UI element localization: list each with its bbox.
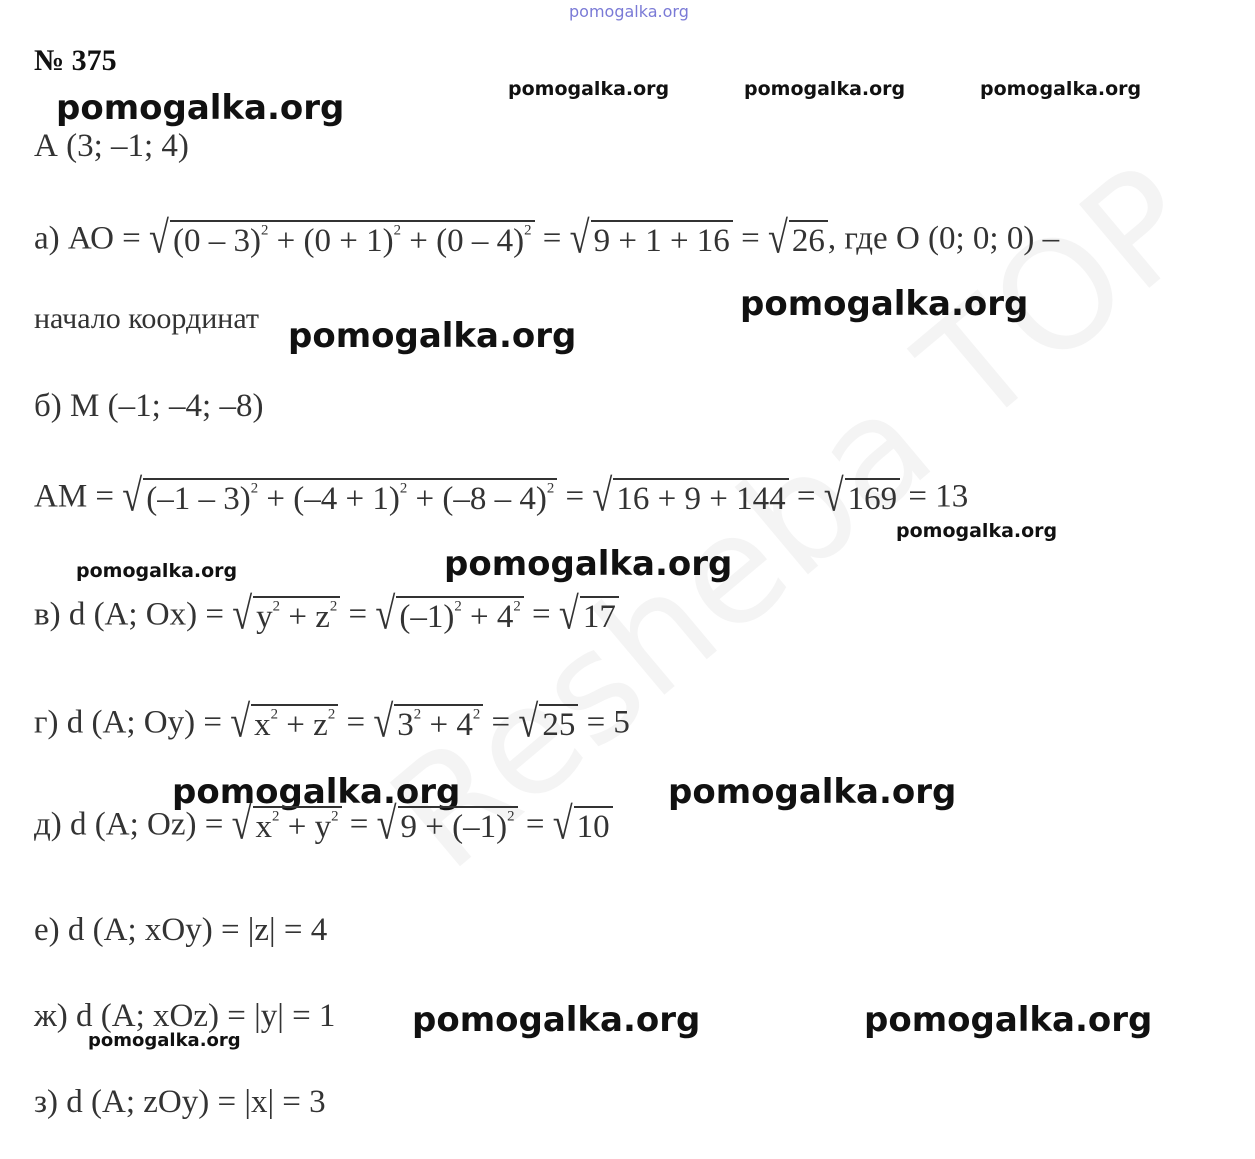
formula-am: АМ = √ $(-1 - 3)^2 + (-4 + 1)^2 + (-8 - 4)^2$ = √ 16 + 9 + 144 = √ 169 = 13: [34, 470, 969, 521]
point-m: б) М (–1; –4; –8): [34, 388, 264, 424]
watermark: pomogalka.org: [508, 78, 670, 100]
formula-e: д) d (А; Оz) = √ $x^2 + y^2$ = √ $9 + (-1)^2$ = √ 10: [34, 806, 613, 848]
formula-h: з) d (А; zОy) = |x| = 3: [34, 1084, 326, 1120]
formula-d: г) d (А; Оy) = √ $x^2 + z^2$ = √ $3^2 + 4^2$ = √ 25 = 5: [34, 696, 630, 747]
watermark: pomogalka.org: [412, 1000, 701, 1040]
problem-number: № 375: [34, 44, 117, 77]
formula-c: в) d (А; Оx) = √ $y^2 + z^2$ = √ $(-1)^2 + 4^2$ = √ 17: [34, 596, 619, 638]
watermark: pomogalka.org: [88, 1030, 241, 1051]
watermark: pomogalka.org: [740, 284, 1029, 324]
watermark: pomogalka.org: [668, 772, 957, 812]
watermark: pomogalka.org: [896, 520, 1058, 542]
watermark: pomogalka.org: [288, 316, 577, 356]
formula-g: ж) d (А; xОz) = |y| = 1: [34, 998, 336, 1034]
watermark: pomogalka.org: [76, 560, 238, 582]
watermark: pomogalka.org: [980, 78, 1142, 100]
formula-f: е) d (А; xОy) = |z| = 4: [34, 912, 328, 948]
point-a: А (3; –1; 4): [34, 128, 189, 164]
watermark: pomogalka.org: [864, 1000, 1153, 1040]
top-watermark: pomogalka.org: [569, 2, 689, 21]
watermark: pomogalka.org: [444, 544, 733, 584]
formula-a: а) АО = √ $(0 - 3)^2 + (0 + 1)^2 + (0 - 4)^2$ = √ 9 + 1 + 16 = √ 26 , где О (0; 0; 0) –: [34, 212, 1060, 263]
origin-note: начало координат: [34, 302, 259, 335]
watermark: pomogalka.org: [56, 88, 345, 128]
watermark: pomogalka.org: [744, 78, 906, 100]
watermark: pomogalka.org: [172, 772, 461, 812]
sqrt-a2: √ 9 + 1 + 16: [570, 220, 733, 262]
sqrt-a1: √ $(0 - 3)^2 + (0 + 1)^2 + (0 - 4)^2$: [149, 220, 535, 262]
sqrt-a3: √ 26: [768, 220, 828, 262]
